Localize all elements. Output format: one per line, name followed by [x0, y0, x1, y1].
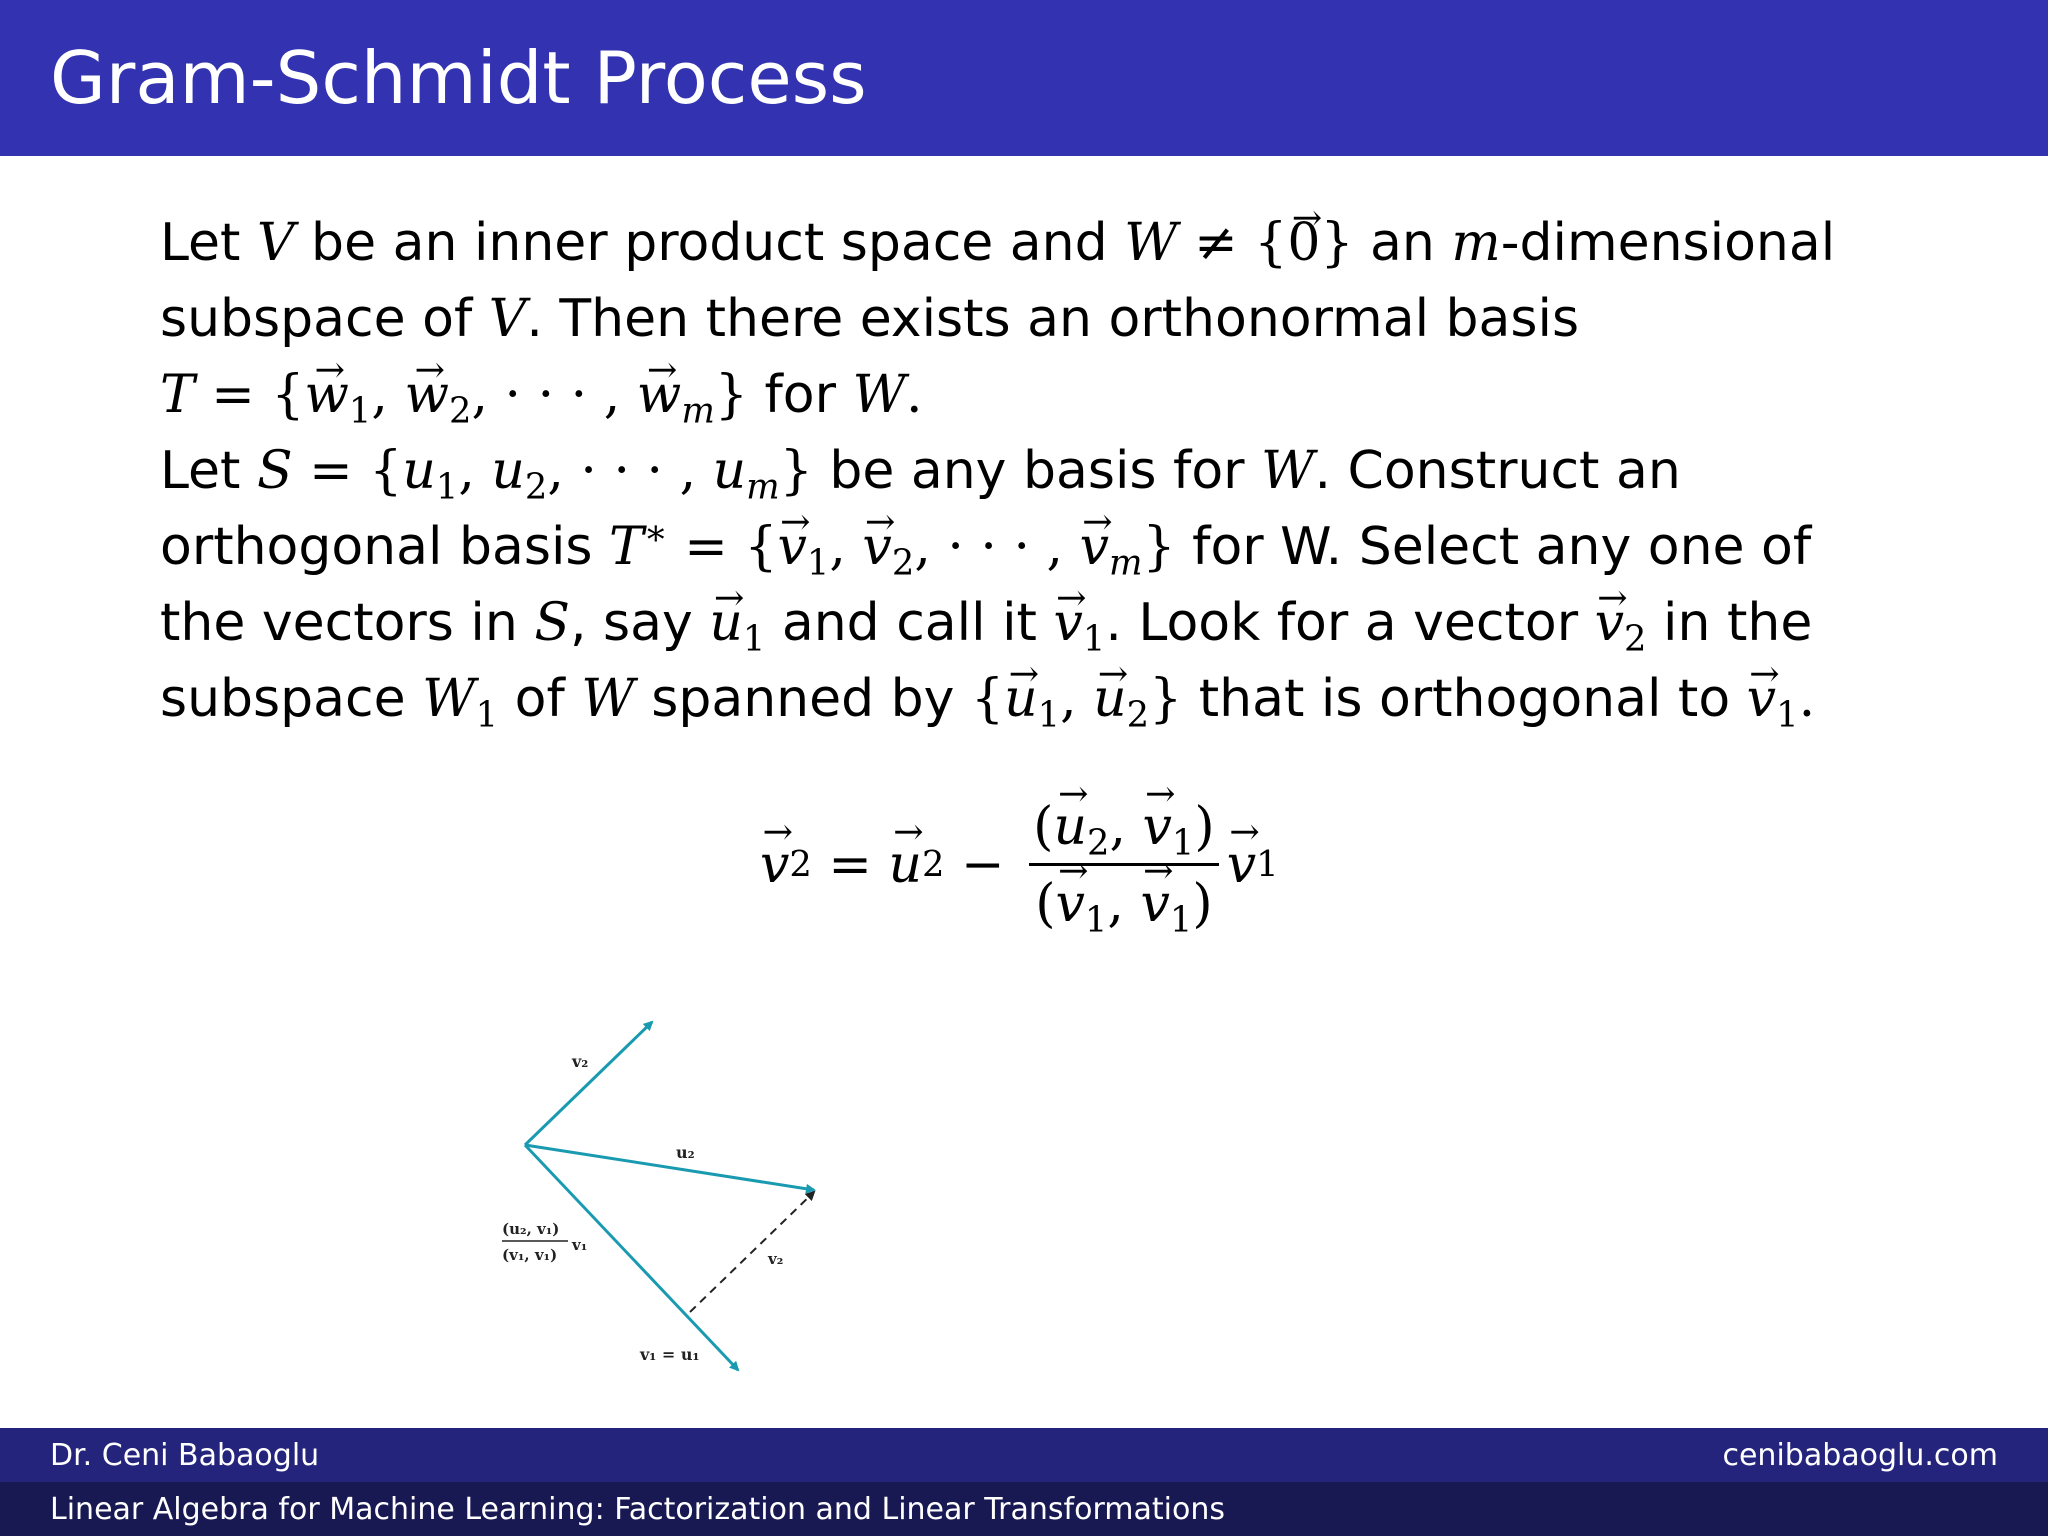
- projection-fraction: $\frac{(\to u_2, \to v_1)}{(\to v_1, \to v_1)}$: [1027, 797, 1221, 934]
- text-line-1: Let V be an inner product space and W ≠ {→ 0} an m-dimensional: [160, 205, 1980, 281]
- label-u2: u₂: [676, 1143, 695, 1162]
- footer-course-title: Linear Algebra for Machine Learning: Factorization and Linear Transformations: [50, 1492, 1225, 1527]
- text-line-3: T = {→ $w_1$, → $w_2$, · · · , → $w_m$} for W.: [160, 357, 1980, 433]
- label-projection-den: (v₁, v₁): [502, 1246, 558, 1264]
- text-line-6: the vectors in S, say → $u_1$ and call it → $v_1$. Look for a vector → $v_2$ in the: [160, 585, 1980, 661]
- vector-v2-dashed-arrow: [690, 1192, 814, 1312]
- text-line-4: Let $S = \{u_1$, $u_2$, · · · , $u_m$} be any basis for W. Construct an: [160, 441, 1681, 508]
- label-projection-v: v₁: [572, 1236, 588, 1254]
- text-line-2: subspace of V. Then there exists an orthonormal basis: [160, 289, 1580, 349]
- label-v2-top: v₂: [572, 1052, 589, 1071]
- slide-header: [0, 0, 2048, 156]
- vector-u2-arrow: [525, 1145, 814, 1190]
- footer-author: Dr. Ceni Babaoglu: [50, 1438, 320, 1473]
- footer-top-bar: [0, 1428, 2048, 1482]
- gram-schmidt-equation: → v 2 = → u 2 − $\frac{(\to u_2, \to v_1)}{(\to v_1, \to v_1)}$ → v 1: [760, 790, 1279, 940]
- text-line-5: orthogonal basis T∗ = {→ $v_1$, → $v_2$, · · · , → $v_m$} for W. Select any one of: [160, 509, 1980, 585]
- footer-website: cenibabaoglu.com: [1722, 1438, 1998, 1473]
- vector-v2-arrow: [525, 1022, 652, 1145]
- slide-title: Gram-Schmidt Process: [50, 36, 867, 120]
- footer-bottom-bar: [0, 1482, 2048, 1536]
- vector-diagram: [480, 1010, 840, 1390]
- slide-body: [160, 205, 1980, 737]
- label-projection-num: (u₂, v₁): [502, 1220, 560, 1238]
- label-v1-equals-u1: v₁ = u₁: [640, 1345, 700, 1364]
- text-line-7: subspace $W_1$ of W spanned by {→ $u_1$, → $u_2$} that is orthogonal to → $v_1$.: [160, 661, 1980, 737]
- label-v2-dashed: v₂: [768, 1250, 784, 1268]
